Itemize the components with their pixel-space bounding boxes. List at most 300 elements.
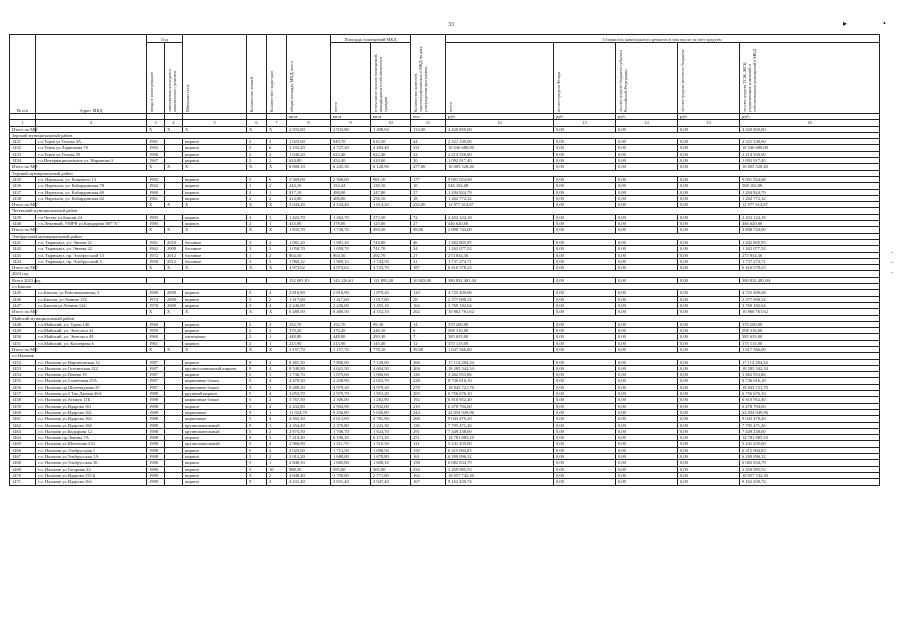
table-cell: 0,00: [554, 227, 616, 233]
table-cell: 2 377 008,34: [740, 296, 880, 302]
table-cell: 1 157,70: [331, 346, 371, 352]
table-cell: 454,40: [331, 158, 371, 164]
table-cell: 1: [267, 189, 287, 195]
table-cell: 18 843 721,70: [446, 384, 554, 390]
table-cell: крупнопанельный: [183, 422, 247, 428]
unit-cell: руб.: [616, 114, 678, 120]
table-cell: 2 377 008,34: [446, 296, 554, 302]
table-cell: 1 262,70: [331, 214, 371, 220]
table-cell: блочные: [183, 252, 247, 258]
table-cell: 1 647 566,00: [446, 346, 554, 352]
table-cell: г.о.Баксан, ул.Ленина 132: [36, 296, 147, 302]
table-cell: кирпич: [183, 189, 247, 195]
table-cell: 3 790,80: [331, 472, 371, 478]
table-cell: 741,70: [371, 246, 411, 252]
table-cell: 0,00: [678, 214, 740, 220]
table-cell: 136: [411, 422, 446, 428]
table-cell: 161: [411, 454, 446, 460]
table-cell: X: [247, 126, 267, 132]
table-cell: 0,00: [616, 340, 678, 346]
table-cell: 6 480,50: [331, 309, 371, 315]
table-cell: 0,00: [616, 422, 678, 428]
table-cell: 0,00: [678, 391, 740, 397]
table-cell: 0,00: [616, 334, 678, 340]
table-cell: 215,90: [331, 340, 371, 346]
table-cell: X: [165, 227, 183, 233]
table-cell: 0,00: [678, 472, 740, 478]
table-cell: 1447: [10, 302, 36, 308]
table-cell: 1442: [10, 246, 36, 252]
unit-cell: руб.: [678, 114, 740, 120]
table-cell: 0,00: [554, 340, 616, 346]
table-cell: 2 306,00: [331, 397, 371, 403]
header-cost-owners-label: за счет средств ТСЖ, ЖСК, управляющих компаний и собственников помещений в МКД: [742, 49, 758, 112]
table-cell: 2012: [165, 258, 183, 264]
table-cell: 262: [411, 309, 446, 315]
table-cell: 1988: [147, 290, 165, 296]
table-cell: 6 290 096,32: [740, 454, 880, 460]
table-cell: 0,00: [554, 359, 616, 365]
table-cell: 2: [247, 189, 267, 195]
table-cell: 0,00: [616, 214, 678, 220]
table-cell: 49,00: [411, 227, 446, 233]
table-cell: 0,00: [678, 227, 740, 233]
table-cell: 120: [411, 290, 446, 296]
table-cell: 0,00: [616, 302, 678, 308]
table-cell: 2012: [165, 252, 183, 258]
table-cell: 1463: [10, 428, 36, 434]
table-cell: 981,10: [371, 176, 411, 182]
table-cell: 4 973,62: [331, 265, 371, 271]
table-cell: X: [165, 126, 183, 132]
table-cell: 2: [267, 151, 287, 157]
header-area-all-label: всего: [333, 102, 338, 112]
table-cell: 610,30: [371, 139, 411, 145]
table-cell: 0,00: [678, 416, 740, 422]
table-cell: 2: [267, 239, 287, 245]
table-cell: 622,40: [371, 151, 411, 157]
table-cell: 499,30: [371, 227, 411, 233]
table-cell: 1434: [10, 158, 36, 164]
table-cell: 5 241 435,60: [446, 441, 554, 447]
table-cell: 3 760 182,64: [740, 302, 880, 308]
table-cell: 0,00: [554, 309, 616, 315]
table-cell: X: [165, 309, 183, 315]
table-cell: 9 162 439,74: [740, 479, 880, 485]
table-cell: г.о. Нальчик ул.Эльбрусская 1: [36, 447, 147, 453]
table-cell: 273 834,36: [446, 252, 554, 258]
table-cell: 2 912,20: [287, 454, 331, 460]
header-floors-label: Количество этажей: [249, 76, 254, 112]
table-cell: 18 843 721,70: [740, 384, 880, 390]
table-cell: 1 058,70: [331, 246, 371, 252]
table-cell: 0,00: [616, 384, 678, 390]
header-year-overhaul-label: завершения последнего капитального ремонта: [167, 68, 177, 112]
table-cell: 1 060,60: [371, 372, 411, 378]
table-cell: кирпич: [183, 302, 247, 308]
table-cell: 0,00: [616, 346, 678, 352]
table-cell: 0,00: [554, 176, 616, 182]
table-cell: 0,00: [554, 479, 616, 485]
table-cell: 1 744,50: [371, 258, 411, 264]
table-cell: 1464: [10, 435, 36, 441]
table-cell: г.о.Баксан ул.Ленина 124: [36, 302, 147, 308]
table-cell: 1 202 805,95: [446, 239, 554, 245]
table-cell: 0,00: [678, 239, 740, 245]
table-cell: 139,10: [371, 183, 411, 189]
table-cell: 28: [411, 296, 446, 302]
table-cell: 0,00: [554, 422, 616, 428]
table-cell: 1 879,20: [371, 290, 411, 296]
table-cell: 1 202 805,95: [740, 239, 880, 245]
table-cell: 3 767,50: [287, 397, 331, 403]
table-cell: кирпич: [183, 472, 247, 478]
table-cell: 30: [411, 158, 446, 164]
table-cell: 1983: [147, 176, 165, 182]
table-cell: X: [247, 164, 267, 170]
table-cell: 0,00: [678, 397, 740, 403]
table-cell: 0,00: [554, 189, 616, 195]
table-cell: 9: [247, 435, 267, 441]
table-cell: 6 290 096,32: [446, 454, 554, 460]
table-cell: 232,00: [411, 202, 446, 208]
table-cell: 27: [411, 252, 446, 258]
table-cell: 0,00: [554, 183, 616, 189]
header-area-residents-label: в том числе жилых помещений, находящихся в собственности граждан: [373, 54, 388, 112]
table-cell: 1471: [10, 479, 36, 485]
table-cell: 0,00: [554, 290, 616, 296]
table-cell: 187: [411, 265, 446, 271]
table-cell: 4: [267, 416, 287, 422]
table-cell: 2: [267, 472, 287, 478]
table-cell: 1 092 917,40: [740, 158, 880, 164]
table-cell: 1988: [147, 397, 165, 403]
table-cell: 2 898 744,00: [740, 227, 880, 233]
table-cell: 1 969,12: [331, 258, 371, 264]
table-cell: 0,00: [616, 454, 678, 460]
table-cell: 0,00: [678, 265, 740, 271]
table-cell: 5: [247, 397, 267, 403]
table-cell: кирпич: [183, 151, 247, 157]
table-cell: 18: [411, 195, 446, 201]
table-cell: 9: [247, 422, 267, 428]
table-cell: 0,00: [616, 126, 678, 132]
table-cell: X: [247, 265, 267, 271]
table-cell: г.о. Нальчик ул.Идарова 164: [36, 416, 147, 422]
table-cell: 508 316,00: [446, 328, 554, 334]
table-cell: 1987: [147, 372, 165, 378]
table-cell: 2 933,80: [331, 126, 371, 132]
table-cell: 121: [411, 441, 446, 447]
table-cell: 1972: [147, 252, 165, 258]
table-cell: 1 498,94: [371, 126, 411, 132]
table-cell: 1454: [10, 372, 36, 378]
table-cell: 1438: [10, 195, 36, 201]
table-cell: 1987: [147, 384, 165, 390]
table-cell: 1440: [10, 221, 36, 227]
table-cell: 1987: [147, 365, 165, 371]
unit-cell: кв.м: [287, 114, 331, 120]
table-cell: 0,00: [616, 202, 678, 208]
table-cell: 1 688,00: [331, 454, 371, 460]
table-cell: 126: [411, 372, 446, 378]
table-cell: 2 321 140,00: [740, 139, 880, 145]
table-cell: 0,00: [616, 164, 678, 170]
table-cell: 1988: [147, 428, 165, 434]
table-cell: 3 613,00: [331, 416, 371, 422]
table-cell: 6 315 004,83: [740, 447, 880, 453]
table-cell: 508 102,08: [740, 183, 880, 189]
table-cell: 1443: [10, 252, 36, 258]
table-cell: г.п.Терек ул.Тохова 50: [36, 151, 147, 157]
table-cell: 1961: [147, 195, 165, 201]
table-cell: 1 824,70: [371, 428, 411, 434]
table-cell: 1 455,10: [371, 302, 411, 308]
table-cell: 16 005 528,40: [446, 164, 554, 170]
table-cell: 1 092 917,40: [446, 158, 554, 164]
table-cell: 4 479,30: [287, 378, 331, 384]
table-cell: 1 736,70: [287, 372, 331, 378]
table-cell: 0,00: [554, 164, 616, 170]
table-cell: 0,00: [554, 397, 616, 403]
table-cell: кирпич: [183, 195, 247, 201]
table-cell: 864,50: [287, 252, 331, 258]
table-cell: 508 316,00: [740, 328, 880, 334]
table-cell: 9: [247, 384, 267, 390]
table-cell: X: [183, 265, 247, 271]
table-cell: 0,00: [554, 221, 616, 227]
table-cell: 6 416 578,23: [446, 265, 554, 271]
table-cell: кирпич: [183, 321, 247, 327]
table-cell: 1988: [147, 409, 165, 415]
table-cell: 125,60: [371, 221, 411, 227]
table-cell: 1991: [147, 139, 165, 145]
table-cell: г.п. Нарткала, ул. Кабардинская 78: [36, 183, 147, 189]
table-cell: 0,00: [678, 158, 740, 164]
table-cell: 2: [247, 139, 267, 145]
table-cell: 44: [411, 139, 446, 145]
table-cell: 8 736 016,10: [740, 378, 880, 384]
table-cell: 0,00: [554, 403, 616, 409]
table-cell: 0,00: [678, 126, 740, 132]
column-number-cell: 5: [183, 120, 247, 126]
table-cell: 1 608,10: [371, 460, 411, 466]
table-cell: 0,00: [554, 378, 616, 384]
table-cell: 5 241 435,60: [740, 441, 880, 447]
table-cell: г.п.Терек ул.Тохова 4А: [36, 139, 147, 145]
table-cell: г.о. Нальчик ул.2 Тих.Дачная 46А: [36, 391, 147, 397]
table-cell: 1988: [147, 454, 165, 460]
table-cell: 256,10: [371, 195, 411, 201]
table-cell: 6 245,30: [331, 164, 371, 170]
table-cell: 1441: [10, 239, 36, 245]
table-cell: 1960: [147, 189, 165, 195]
table-cell: кирпич: [183, 466, 247, 472]
table-cell: 0,00: [616, 441, 678, 447]
table-cell: 1460: [10, 409, 36, 415]
table-cell: 2 452 124,18: [740, 214, 880, 220]
table-cell: 0,00: [554, 145, 616, 151]
table-cell: г.о. Нальчик ул.Идарова 168: [36, 422, 147, 428]
table-cell: Итого по МО: [10, 126, 36, 132]
table-cell: 4 973,62: [287, 265, 331, 271]
table-cell: 4 979,20: [371, 384, 411, 390]
table-cell: 0,00: [678, 145, 740, 151]
table-cell: 4 431,40: [287, 479, 331, 485]
table-cell: 1 017,80: [371, 296, 411, 302]
table-cell: 4 534,40: [331, 202, 371, 208]
table-cell: 2 432,80: [287, 403, 331, 409]
table-cell: 0,00: [678, 246, 740, 252]
table-cell: X: [247, 227, 267, 233]
table-cell: 22 054 949,96: [446, 409, 554, 415]
table-cell: кирпич: [183, 183, 247, 189]
table-cell: 2: [267, 454, 287, 460]
table-cell: 6 756 676,10: [446, 391, 554, 397]
table-cell: 6 756 676,10: [740, 391, 880, 397]
table-cell: 2: [267, 296, 287, 302]
table-cell: 210: [411, 403, 446, 409]
section-title: г.о.Баксан: [10, 284, 880, 290]
table-cell: 0,00: [616, 151, 678, 157]
table-cell: 205: [411, 391, 446, 397]
table-cell: 3: [247, 239, 267, 245]
table-cell: 0,00: [616, 176, 678, 182]
table-cell: 1465: [10, 441, 36, 447]
table-cell: кирпич: [183, 447, 247, 453]
table-cell: 0,00: [554, 139, 616, 145]
table-cell: 0,00: [616, 183, 678, 189]
table-cell: 2 370,80: [331, 422, 371, 428]
table-cell: г.о. Нальчик ул.Эльбрусская 1Б: [36, 460, 147, 466]
table-cell: 0,00: [678, 202, 740, 208]
table-cell: кирпич: [183, 372, 247, 378]
table-cell: 1 617 566,00: [740, 346, 880, 352]
table-cell: 2 904,90: [331, 403, 371, 409]
table-cell: 2: [247, 158, 267, 164]
table-cell: 3 723,70: [371, 265, 411, 271]
table-cell: 6 810 952,40: [740, 397, 880, 403]
table-cell: 1988: [147, 447, 165, 453]
table-cell: 0,00: [616, 277, 678, 283]
table-cell: 4: [267, 365, 287, 371]
table-cell: 0,00: [554, 277, 616, 283]
table-cell: 1 685,80: [331, 460, 371, 466]
table-cell: 0,00: [554, 365, 616, 371]
table-cell: 2 979,70: [331, 391, 371, 397]
table-cell: 17 114 284,34: [446, 359, 554, 365]
header-wall-label: Материал стен: [185, 84, 190, 112]
table-cell: 1 157,70: [287, 346, 331, 352]
table-cell: 1 262 077,52: [446, 246, 554, 252]
table-cell: г.п.Чегем, ул.Баксан 24: [36, 214, 147, 220]
table-cell: 9: [247, 472, 267, 478]
table-cell: 5: [247, 290, 267, 296]
table-cell: 9: [247, 479, 267, 485]
table-cell: 0,00: [554, 416, 616, 422]
table-cell: 406,00: [331, 195, 371, 201]
corner-dot-icon: •: [883, 19, 886, 28]
table-cell: X: [147, 227, 165, 233]
page-number: 33: [448, 22, 454, 28]
table-cell: 446 620,00: [446, 221, 554, 227]
table-cell: 4 621,50: [331, 365, 371, 371]
table-cell: 0,00: [554, 384, 616, 390]
section-title: г.о.Нальчик: [10, 353, 880, 359]
header-area-all: [331, 43, 371, 114]
table-cell: 0,00: [616, 372, 678, 378]
table-cell: кирпич: [183, 139, 247, 145]
header-cost-owners: [740, 43, 880, 114]
table-cell: 9: [247, 365, 267, 371]
table-cell: 2: [247, 321, 267, 327]
table-cell: кирпич: [183, 479, 247, 485]
table-cell: 1435: [10, 176, 36, 182]
table-cell: 9 001 924,68: [740, 176, 880, 182]
table-cell: г.п. Нарткала, ул. Кабардинская 60: [36, 189, 147, 195]
table-cell: X: [147, 265, 165, 271]
table-cell: 8 736 016,10: [446, 378, 554, 384]
table-cell: 1960: [147, 321, 165, 327]
table-cell: 1467: [10, 454, 36, 460]
table-cell: 949,70: [331, 139, 371, 145]
table-cell: 1450: [10, 334, 36, 340]
table-body: [10, 126, 880, 485]
header-year-built: [147, 43, 165, 114]
table-cell: Итого по МО: [10, 309, 36, 315]
table-cell: 158: [411, 460, 446, 466]
table-cell: 5: [247, 416, 267, 422]
table-cell: 2 925,60: [287, 447, 331, 453]
table-cell: 244: [411, 409, 446, 415]
table-cell: 7 795 471,26: [446, 422, 554, 428]
table-cell: 14 781 685,10: [446, 435, 554, 441]
table-cell: 0,00: [554, 472, 616, 478]
table-cell: 273 834,36: [740, 252, 880, 258]
table-cell: 2 452 124,18: [446, 214, 554, 220]
section-title: Терский муниципальный район: [10, 170, 880, 176]
table-cell: 1459: [10, 403, 36, 409]
table-cell: 4 420 850,00: [740, 126, 880, 132]
table-cell: 375 115,00: [740, 340, 880, 346]
table-cell: X: [267, 227, 287, 233]
table-cell: 1965: [147, 145, 165, 151]
table-cell: 0,00: [616, 321, 678, 327]
table-cell: 0,00: [616, 365, 678, 371]
table-cell: 27: [411, 189, 446, 195]
table-cell: 2 438,90: [331, 378, 371, 384]
table-cell: 0,00: [554, 258, 616, 264]
header-cost-group: Стоимость капитального ремонта в том числе за счет средств:: [446, 35, 880, 43]
column-number-cell: 4: [165, 120, 183, 126]
table-cell: 5: [247, 441, 267, 447]
table-cell: крупный кирпич: [183, 391, 247, 397]
table-cell: 1: [267, 422, 287, 428]
side-mark: -: [891, 270, 893, 276]
table-cell: 0,00: [678, 309, 740, 315]
header-cost-federal-label: за счет средств бюджета субъекта Российской Федерации: [618, 50, 629, 112]
table-cell: 1993: [147, 214, 165, 220]
table-cell: 2: [267, 183, 287, 189]
table-cell: 4 502,30: [287, 416, 331, 422]
table-cell: 0,00: [678, 151, 740, 157]
table-cell: 0,00: [616, 328, 678, 334]
table-cell: 10: [411, 183, 446, 189]
table-cell: 1448: [10, 321, 36, 327]
table-cell: 1436: [10, 183, 36, 189]
table-cell: 4: [267, 441, 287, 447]
table-cell: 370 200,00: [446, 321, 554, 327]
